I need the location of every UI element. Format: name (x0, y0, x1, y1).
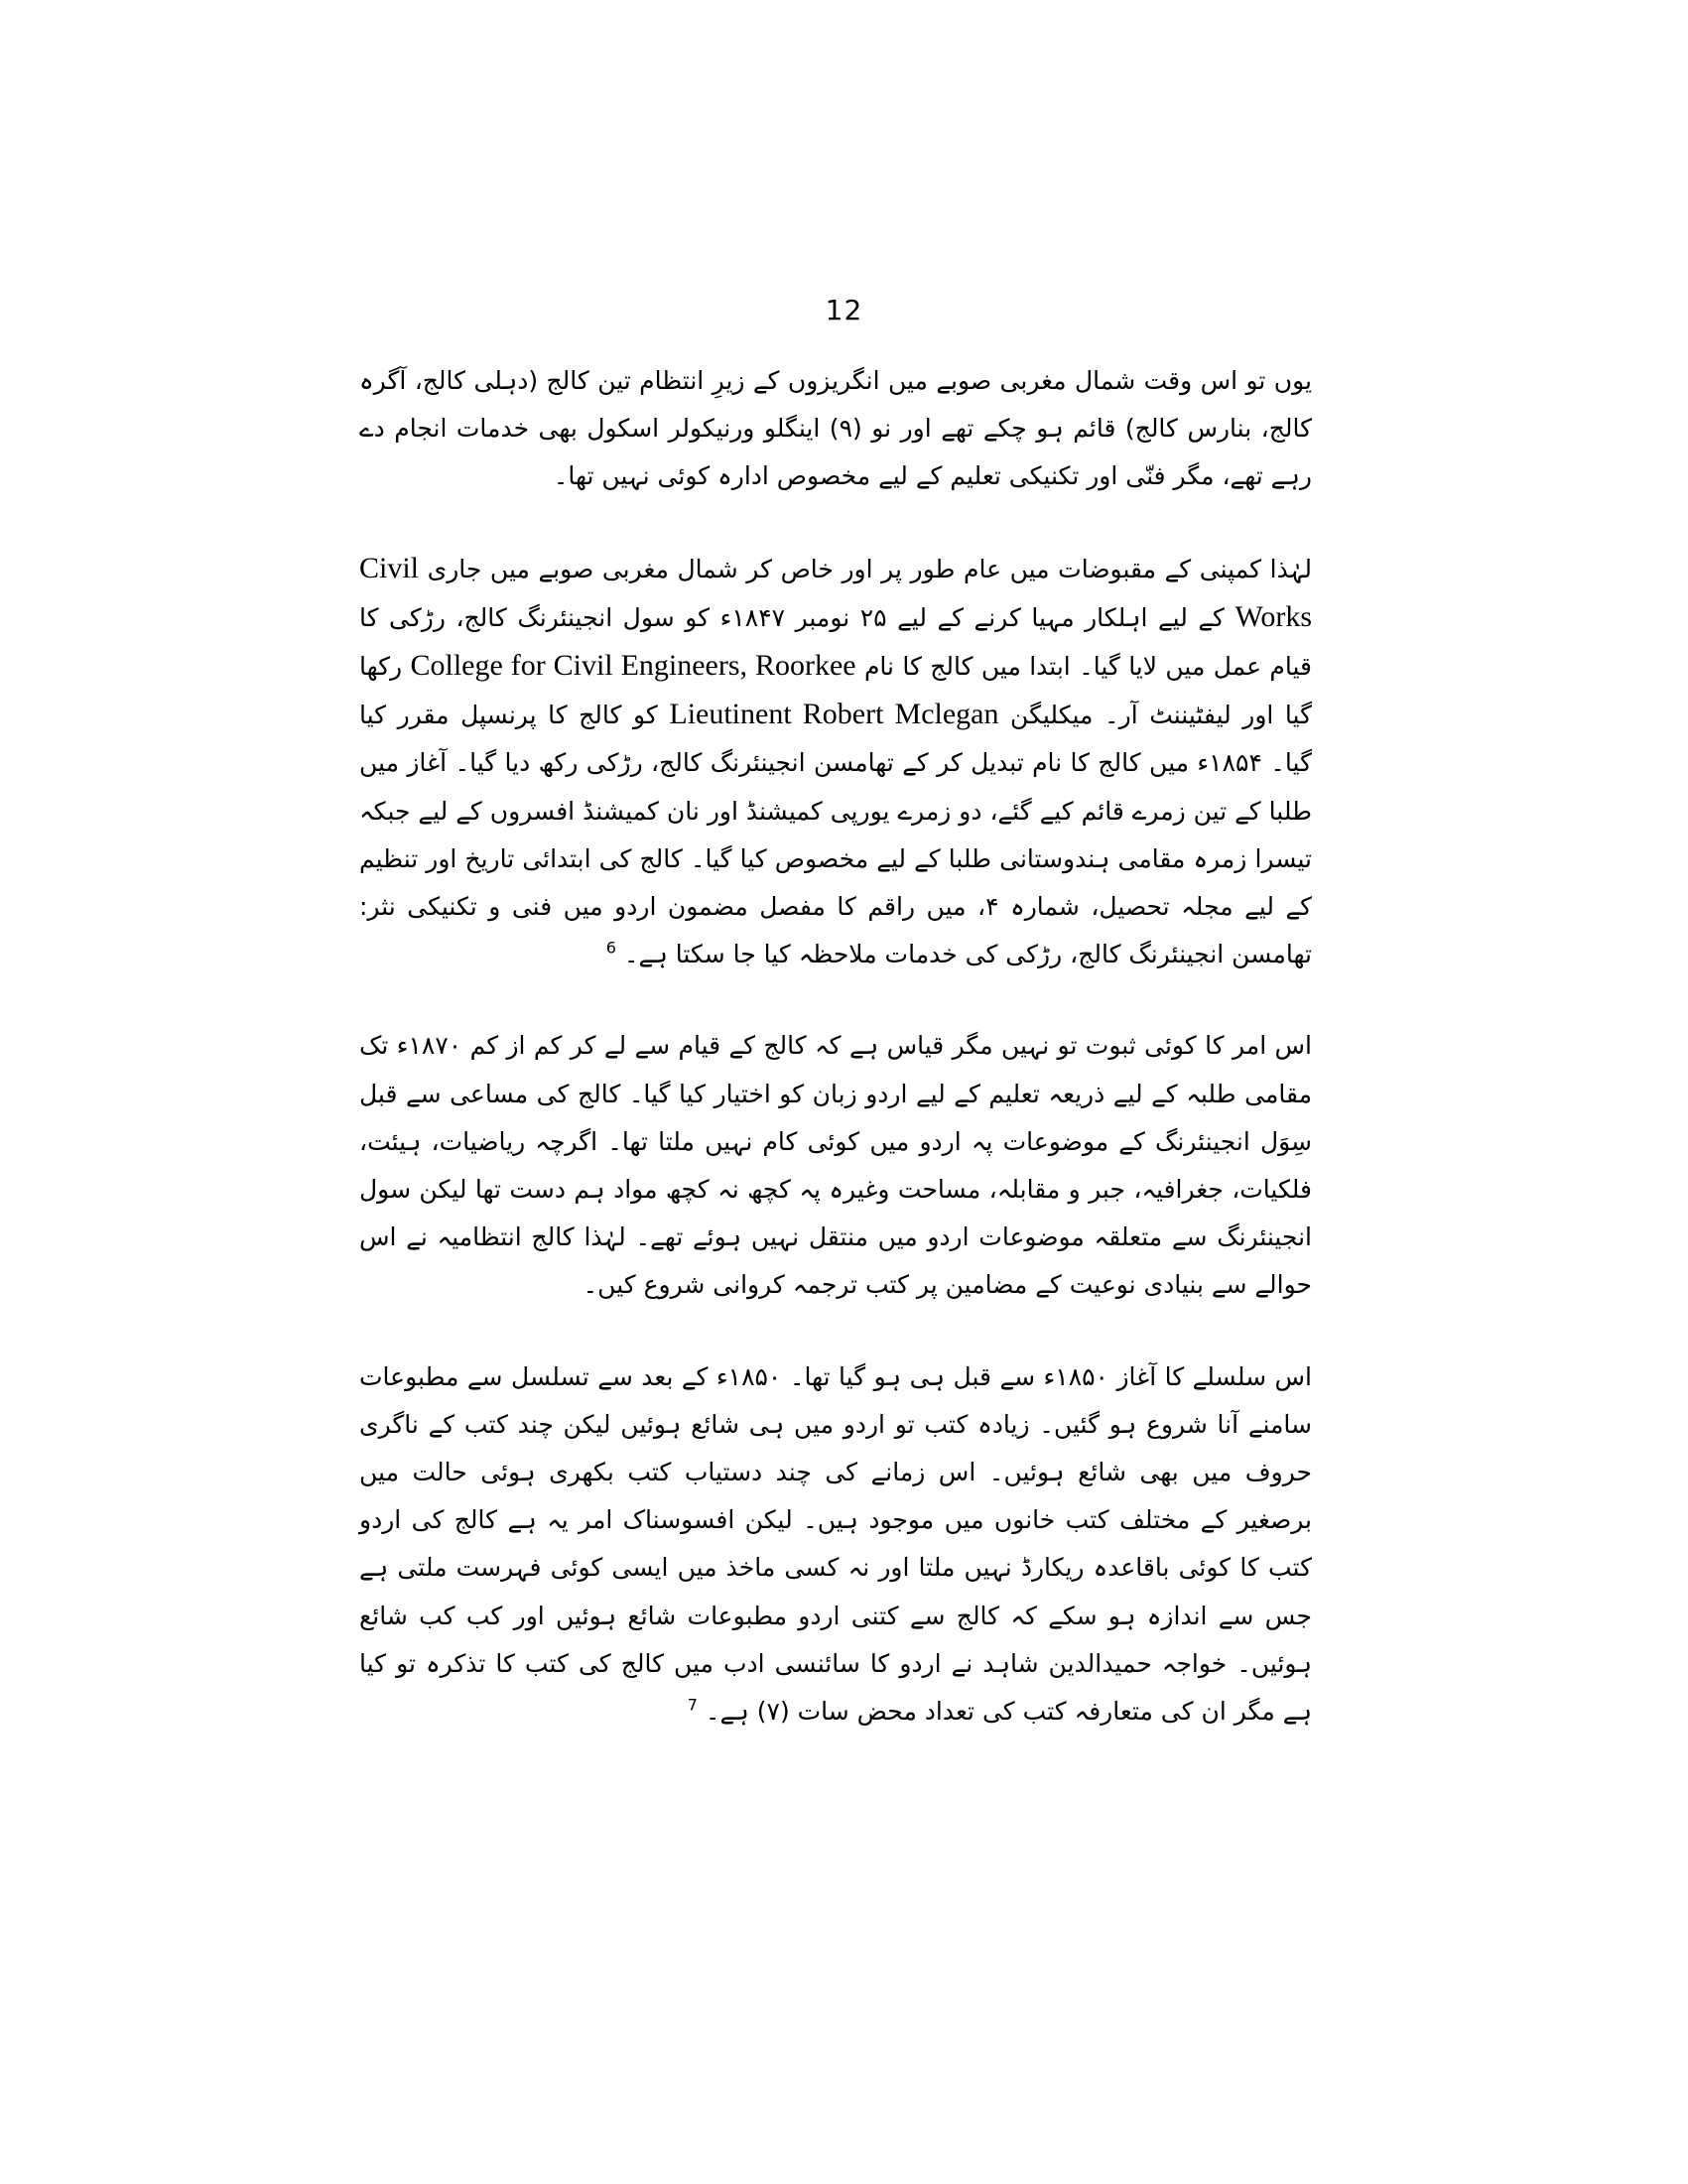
paragraph-4-text: اس سلسلے کا آغاز ۱۸۵۰ء سے قبل ہی ہو گیا تھا۔ ۱۸۵۰ء کے بعد سے تسلسل سے مطبوعات سامنے آنا شروع ہو گئیں۔ زیادہ کتب تو اردو میں ہی شائع ہوئیں لیکن چند کتب کے ناگری حروف میں بھی شائع ہوئیں۔ اس زمانے کی چند دستیاب کتب بکھری ہوئی حالت میں برصغیر کے مختلف کتب خانوں میں موجود ہیں۔ لیکن افسوسناک امر یہ ہے کالج کی اردو کتب کا کوئی باقاعدہ ریکارڈ نہیں ملتا اور نہ کسی ماخذ میں ایسی کوئی فہرست ملتی ہے جس سے اندازہ ہو سکے کہ کالج سے کتنی اردو مطبوعات شائع ہوئیں اور کب کب شائع ہوئیں۔ خواجہ حمیدالدین شاہد نے اردو کا سائنسی ادب میں کالج کی کتب کا تذکرہ تو کیا ہے مگر ان کی متعارفہ کتب کی تعداد محض سات (۷) ہے۔ (359, 1361, 1312, 1727)
paragraph-1 (359, 357, 1312, 501)
paragraph-4 (359, 1353, 1312, 1736)
latin-term-civil-works: Civil Works (359, 551, 1313, 633)
paragraph-2 (359, 545, 1312, 979)
footnote-marker-7: 7 (687, 1695, 698, 1715)
paragraph-2-text-middle-2: رکھا گیا اور لیفٹیننٹ آر۔ میکلیگن (359, 652, 1312, 730)
document-body (359, 357, 1312, 1735)
page-number: 12 (825, 294, 863, 326)
footnote-marker-6: 6 (605, 938, 616, 958)
paragraph-3-text: اس امر کا کوئی ثبوت تو نہیں مگر قیاس ہے کہ کالج کے قیام سے لے کر کم از کم ۱۸۷۰ء تک مقامی طلبہ کے لیے ذریعہ تعلیم کے لیے اردو زبان کو اختیار کیا گیا۔ کالج کی مساعی سے قبل سِوَل انجینئرنگ کے موضوعات پہ اردو میں کوئی کام نہیں ملتا تھا۔ اگرچہ ریاضیات، ہیئت، فلکیات، جغرافیہ، جبر و مقابلہ، مساحت وغیرہ پہ کچھ نہ کچھ مواد ہم دست تھا لیکن سول انجینئرنگ سے متعلقہ موضوعات اردو میں منتقل نہیں ہوئے تھے۔ لہٰذا کالج انتظامیہ نے اس حوالے سے بنیادی نوعیت کے مضامین پر کتب ترجمہ کروانی شروع کیں۔ (359, 1031, 1312, 1300)
latin-term-college-name: College for Civil Engineers, Roorkee (410, 649, 856, 683)
paragraph-2-text-after: کو کالج کا پرنسپل مقرر کیا گیا۔ ۱۸۵۴ء میں کالج کا نام تبدیل کر کے تھامسن انجینئرنگ کالج، رڑکی رکھ دیا گیا۔ آغاز میں طلبا کے تین زمرے قائم کیے گئے، دو زمرے یورپی کمیشنڈ اور نان کمیشنڈ افسروں کے لیے جبکہ تیسرا زمرہ مقامی ہندوستانی طلبا کے لیے مخصوص کیا گیا۔ کالج کی ابتدائی تاریخ اور تنظیم کے لیے مجلہ تحصیل، شمارہ ۴، میں راقم کا مفصل مضمون اردو میں فنی و تکنیکی نثر: تھامسن انجینئرنگ کالج، رڑکی کی خدمات ملاحظہ کیا جا سکتا ہے۔ (359, 701, 1313, 969)
paragraph-1-text: یوں تو اس وقت شمال مغربی صوبے میں انگریزوں کے زیرِ انتظام تین کالج (دہلی کالج، آگرہ کالج، بنارس کالج) قائم ہو چکے تھے اور نو (۹) اینگلو ورنیکولر اسکول بھی خدمات انجام دے رہے تھے، مگر فنّی اور تکنیکی تعلیم کے لیے مخصوص ادارہ کوئی نہیں تھا۔ (359, 366, 1312, 491)
paragraph-3 (359, 1022, 1312, 1309)
latin-term-principal-name: Lieutinent Robert Mclegan (669, 698, 999, 731)
paragraph-2-text-before: لہٰذا کمپنی کے مقبوضات میں عام طور پر اور خاص کر شمال مغربی صوبے میں جاری (427, 554, 1313, 583)
paragraph-2-text-middle-1: کے لیے اہلکار مہیا کرنے کے لیے ۲۵ نومبر ۱۸۴۷ء کو سول انجینئرنگ کالج، رڑکی کا قیام عمل میں لایا گیا۔ ابتدا میں کالج کا نام (359, 602, 1312, 682)
